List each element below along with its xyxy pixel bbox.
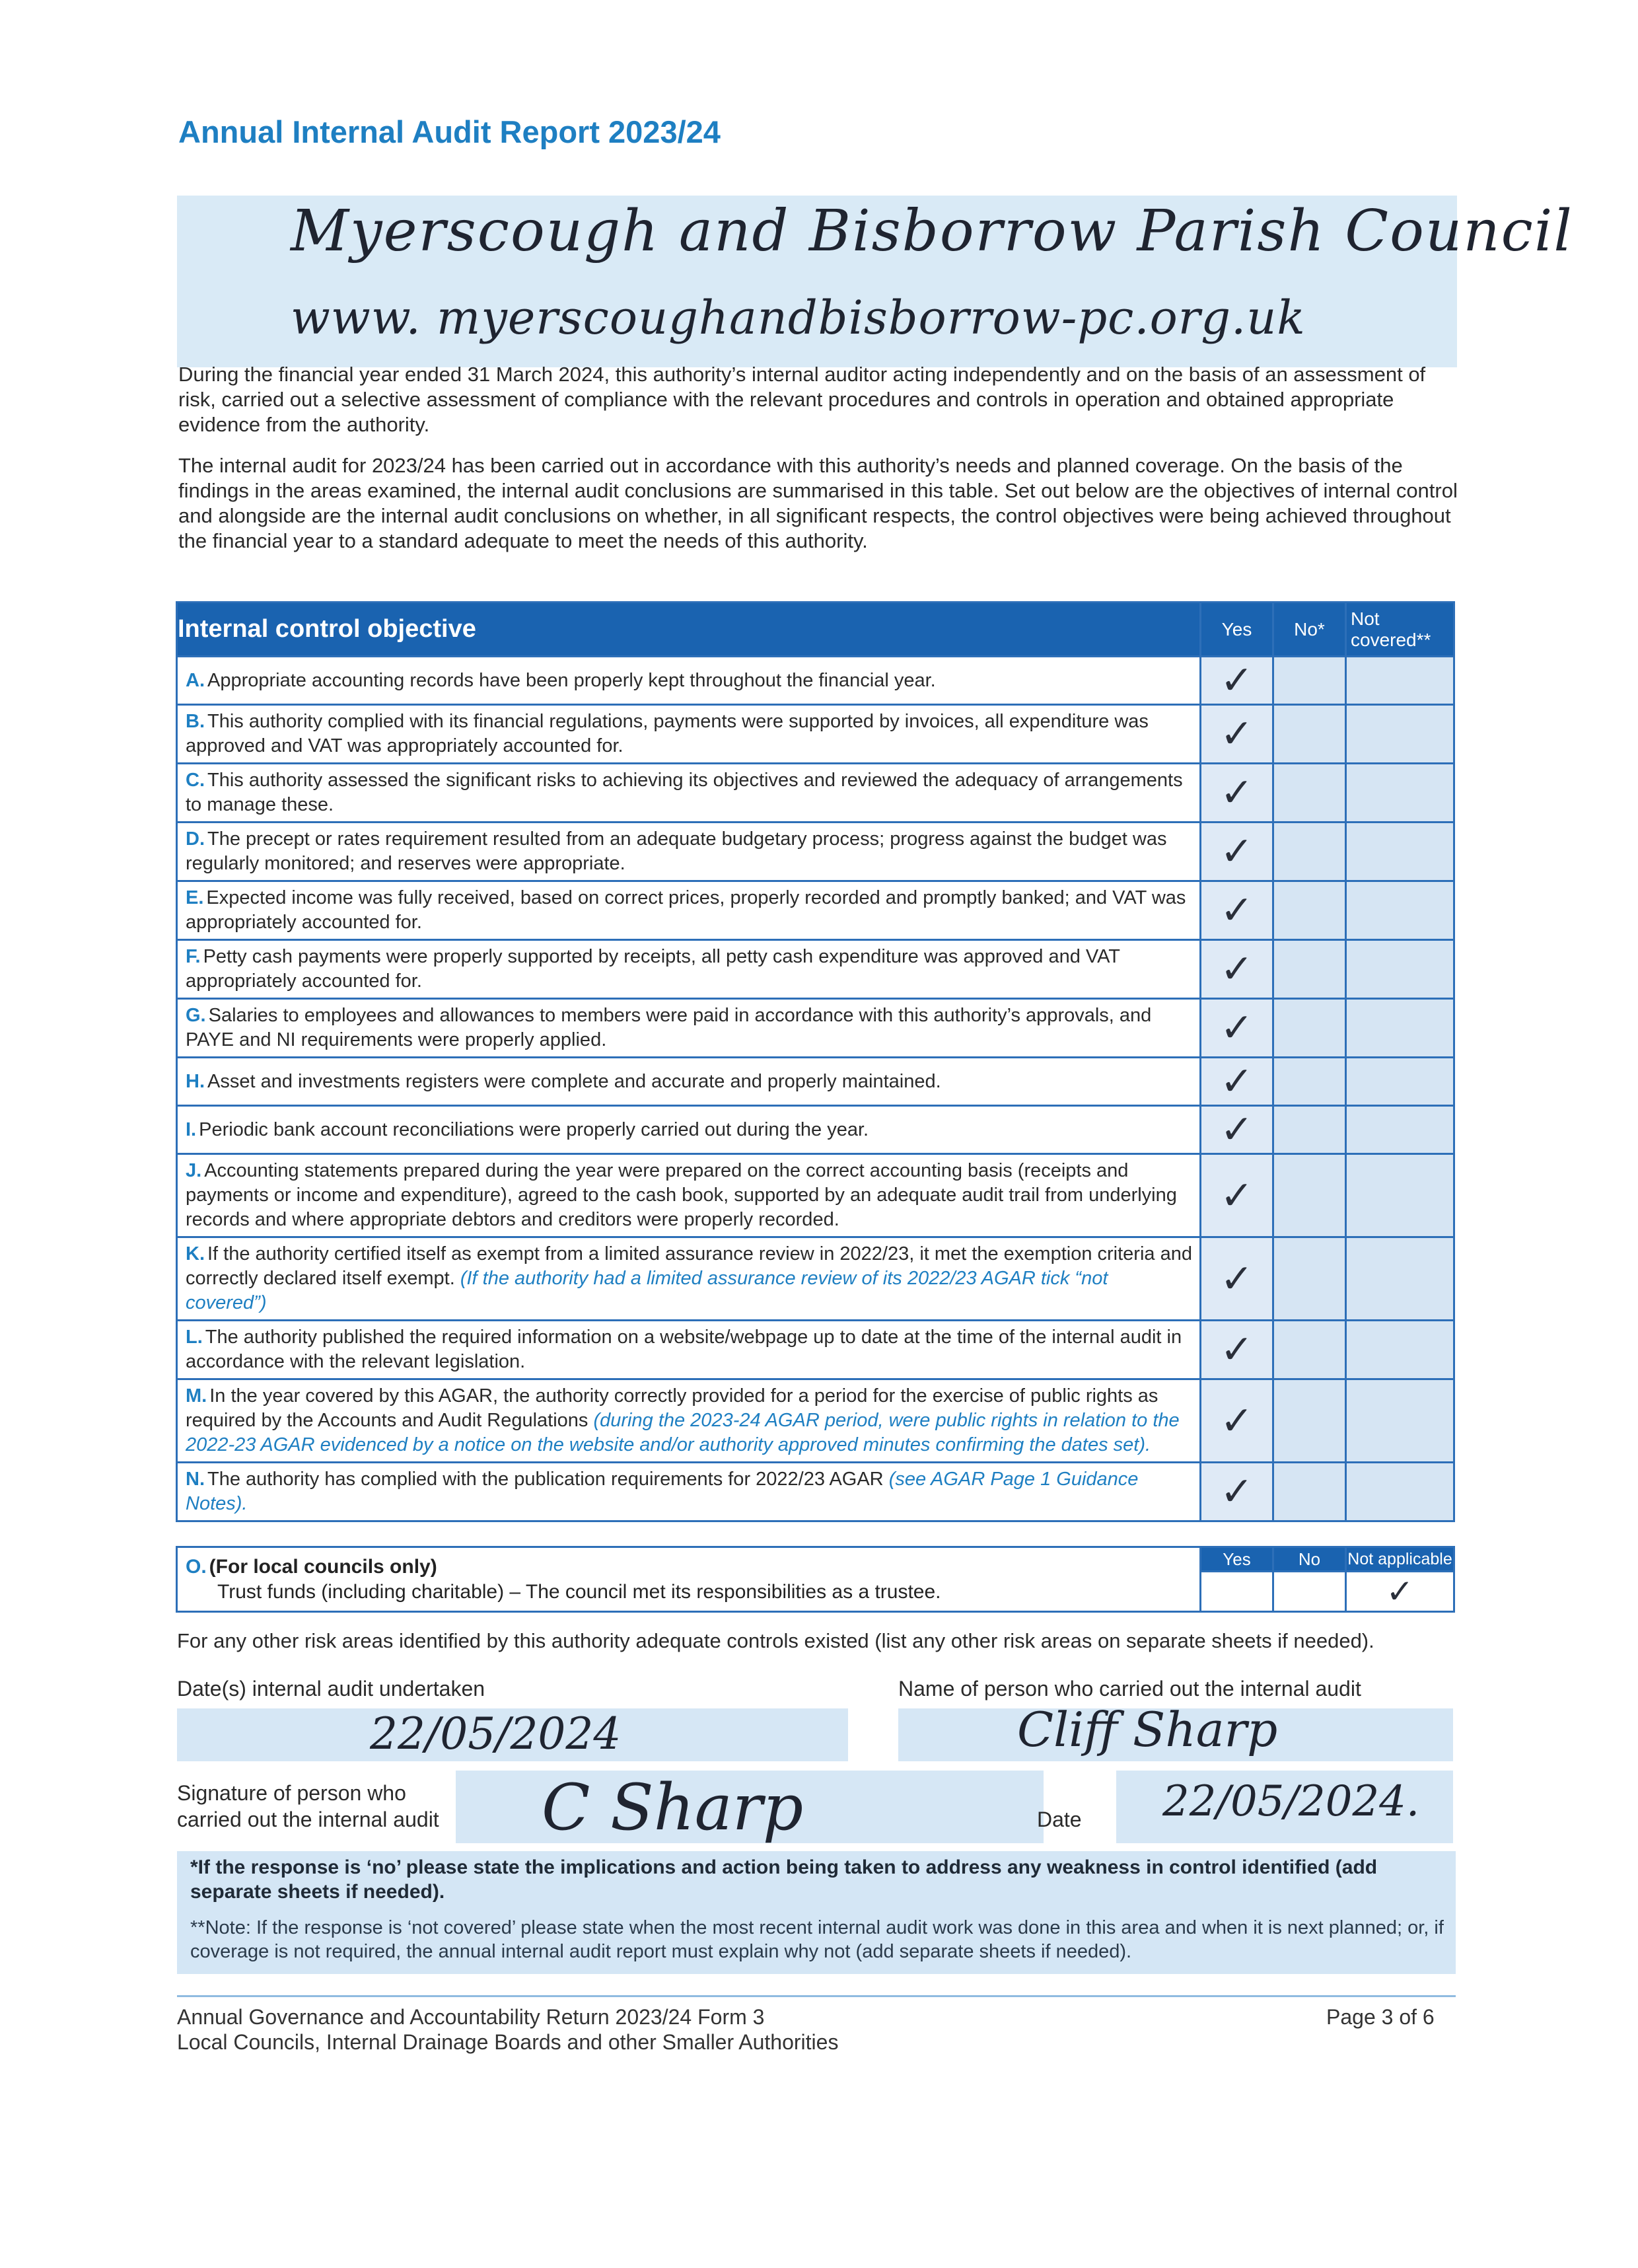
objectives-table [176, 601, 1455, 1522]
footer-line-1: Annual Governance and Accountability Return 2023/24 Form 3 [177, 2005, 765, 2029]
answer-yes-box[interactable]: ✓ [1201, 1106, 1273, 1154]
objective-row [177, 1379, 1454, 1463]
objective-row [177, 823, 1454, 881]
answer-yes-box[interactable]: ✓ [1201, 1154, 1273, 1237]
answer-no-box[interactable] [1273, 881, 1346, 940]
not-covered-note: **Note: If the response is ‘not covered’ please state when the most recent internal audit work was done in this area and when it is next planned; or, if coverage is not required, the annual internal audit report must explain why not (add separate sheets if needed). [190, 1917, 1444, 1962]
answer-no-box[interactable] [1273, 1463, 1346, 1521]
objective-row [177, 1106, 1454, 1154]
objective-text: The authority has complied with the publication requirements for 2022/23 AGAR [207, 1469, 884, 1490]
answer-no-box[interactable] [1273, 1106, 1346, 1154]
objective-text-cell [177, 657, 1201, 705]
objective-letter: F. [186, 946, 201, 967]
column-not-covered-line2: covered** [1351, 629, 1431, 650]
objective-text: Asset and investments registers were complete and accurate and properly maintained. [207, 1070, 941, 1092]
intro-paragraph-2: The internal audit for 2023/24 has been carried out in accordance with this authority’s needs and planned coverage. On the basis of the findings in the areas examined, the internal audit conclusions are summarised in this table. Set out below are the objectives of internal control and alongside are the internal audit conclusions on whether, in all significant respects, the control objectives were being achieved throughout the financial year to a standard adequate to meet the needs of this authority. [178, 454, 1458, 552]
section-o-yes-box[interactable] [1201, 1572, 1273, 1612]
objective-letter: B. [186, 711, 205, 732]
objective-text: This authority complied with its financial regulations, payments were supported by invoices, all expenditure was approved and VAT was appropriately accounted for. [186, 711, 1149, 756]
objective-text: Expected income was fully received, based on correct prices, properly recorded and promptly banked; and VAT was appropriately accounted for. [186, 887, 1186, 933]
answer-not-covered-box[interactable] [1346, 1321, 1454, 1379]
answer-not-covered-box[interactable] [1346, 1463, 1454, 1521]
answer-no-box[interactable] [1273, 940, 1346, 999]
answer-no-box[interactable] [1273, 657, 1346, 705]
answer-no-box[interactable] [1273, 1379, 1346, 1463]
answer-yes-box[interactable]: ✓ [1201, 1463, 1273, 1521]
objective-letter: N. [186, 1469, 205, 1490]
objective-text: This authority assessed the significant risks to achieving its objectives and reviewed the adequacy of arrangements to manage these. [186, 770, 1183, 815]
objective-row [177, 1058, 1454, 1106]
answer-not-covered-box[interactable] [1346, 1379, 1454, 1463]
section-o-col-no: No [1273, 1547, 1346, 1572]
objective-row [177, 940, 1454, 999]
answer-not-covered-box[interactable] [1346, 823, 1454, 881]
objective-text: The authority published the required information on a website/webpage up to date at the time of the internal audit in accordance with the relevant legislation. [186, 1327, 1182, 1372]
objective-letter: A. [186, 669, 205, 691]
objective-text: If the authority certified itself as exempt from a limited assurance review in 2022/23, it met the exemption criteria and correctly declared itself exempt. [186, 1243, 1192, 1289]
objective-letter: C. [186, 770, 205, 791]
page-title: Annual Internal Audit Report 2023/24 [178, 114, 721, 149]
section-o-text: Trust funds (including charitable) – The council met its responsibilities as a trustee. [217, 1580, 941, 1603]
objective-letter: K. [186, 1243, 205, 1264]
objective-letter: J. [186, 1160, 202, 1181]
objective-text-cell [177, 1379, 1201, 1463]
objective-text-cell [177, 999, 1201, 1058]
answer-yes-box[interactable]: ✓ [1201, 1321, 1273, 1379]
dates-value: 22/05/2024 [370, 1708, 622, 1759]
objective-row [177, 881, 1454, 940]
objective-row [177, 999, 1454, 1058]
authority-website-handwritten: www. myerscoughandbisborrow-pc.org.uk [291, 291, 1306, 345]
date-value: 22/05/2024. [1162, 1777, 1420, 1826]
internal-control-table [176, 601, 1453, 1522]
table-heading: Internal control objective [177, 603, 1201, 657]
objective-text-cell [177, 940, 1201, 999]
objective-text: In the year covered by this AGAR, the authority correctly provided for a period for the exercise of public rights as required by the Accounts and Audit Regulations [186, 1385, 1158, 1431]
section-o-letter: O. [186, 1555, 207, 1578]
objective-row [177, 1237, 1454, 1321]
no-response-note: *If the response is ‘no’ please state the implications and action being taken to address any weakness in control identified (add separate sheets if needed). [190, 1856, 1378, 1903]
objective-text-cell [177, 705, 1201, 764]
answer-no-box[interactable] [1273, 1154, 1346, 1237]
objective-row [177, 1154, 1454, 1237]
answer-no-box[interactable] [1273, 823, 1346, 881]
signature-label-line1: Signature of person who [177, 1781, 406, 1805]
answer-yes-box[interactable]: ✓ [1201, 764, 1273, 823]
objective-row [177, 657, 1454, 705]
objective-text-cell [177, 881, 1201, 940]
dates-label: Date(s) internal audit undertaken [177, 1677, 485, 1701]
column-yes: Yes [1201, 603, 1273, 657]
objective-note: (during the 2023-24 AGAR period, were public rights in relation to the 2022-23 AGAR evidenced by a notice on the website and/or authority approved minutes confirming the dates set). [186, 1410, 1180, 1455]
answer-yes-box[interactable]: ✓ [1201, 823, 1273, 881]
answer-not-covered-box[interactable] [1346, 705, 1454, 764]
answer-no-box[interactable] [1273, 1058, 1346, 1106]
objective-letter: M. [186, 1385, 207, 1407]
answer-no-box[interactable] [1273, 999, 1346, 1058]
objective-letter: E. [186, 887, 204, 908]
footer-line-2: Local Councils, Internal Drainage Boards and other Smaller Authorities [177, 2030, 839, 2054]
answer-yes-box[interactable]: ✓ [1201, 1237, 1273, 1321]
answer-no-box[interactable] [1273, 764, 1346, 823]
objective-text: The precept or rates requirement resulted from an adequate budgetary process; progress against the budget was regularly monitored; and reserves were appropriate. [186, 828, 1167, 874]
section-o [176, 1546, 1453, 1613]
answer-yes-box[interactable]: ✓ [1201, 1058, 1273, 1106]
answer-not-covered-box[interactable] [1346, 657, 1454, 705]
objective-text-cell [177, 823, 1201, 881]
objective-text-cell [177, 1237, 1201, 1321]
intro-paragraph-1: During the financial year ended 31 March 2024, this authority’s internal auditor acting independently and on the basis of an assessment of risk, carried out a selective assessment of compliance with the relevant procedures and controls in operation and obtained appropriate evidence from the authority. [178, 363, 1426, 436]
objective-letter: L. [186, 1327, 203, 1348]
objective-text: Periodic bank account reconciliations were properly carried out during the year. [199, 1118, 869, 1140]
answer-yes-box[interactable]: ✓ [1201, 881, 1273, 940]
page-number: Page 3 of 6 [1326, 2005, 1435, 2029]
objective-text-cell [177, 1463, 1201, 1521]
section-o-col-na: Not applicable [1346, 1547, 1454, 1572]
answer-not-covered-box[interactable] [1346, 999, 1454, 1058]
answer-yes-box[interactable]: ✓ [1201, 940, 1273, 999]
answer-yes-box[interactable]: ✓ [1201, 705, 1273, 764]
section-o-no-box[interactable] [1273, 1572, 1346, 1612]
objective-letter: D. [186, 828, 205, 850]
objective-letter: H. [186, 1070, 205, 1092]
signature-label [177, 1780, 439, 1833]
objective-text-cell [177, 1321, 1201, 1379]
objective-text: Accounting statements prepared during the year were prepared on the correct accounting basis (receipts and payments or income and expenditure), agreed to the cash book, supported by an adequate audit trail from underlying records and where appropriate debtors and creditors were properly recorded. [186, 1160, 1177, 1230]
answer-not-covered-box[interactable] [1346, 764, 1454, 823]
objective-letter: G. [186, 1005, 206, 1026]
section-o-na-box[interactable]: ✓ [1346, 1572, 1454, 1612]
section-o-text-cell [177, 1547, 1201, 1612]
answer-yes-box[interactable]: ✓ [1201, 657, 1273, 705]
footer-divider [177, 1995, 1456, 1997]
objective-row [177, 1321, 1454, 1379]
other-risks-statement: For any other risk areas identified by this authority adequate controls existed (list any other risk areas on separate sheets if needed). [177, 1629, 1374, 1652]
objective-row [177, 705, 1454, 764]
auditor-name-label: Name of person who carried out the internal audit [898, 1677, 1361, 1701]
date-label: Date [1037, 1808, 1082, 1831]
column-not-covered [1346, 603, 1454, 657]
objective-row [177, 764, 1454, 823]
answer-not-covered-box[interactable] [1346, 1106, 1454, 1154]
signature-label-line2: carried out the internal audit [177, 1808, 439, 1831]
objective-text: Salaries to employees and allowances to members were paid in accordance with this authority’s approvals, and PAYE and NI requirements were properly applied. [186, 1005, 1152, 1050]
section-o-table [176, 1546, 1455, 1613]
column-no: No* [1273, 603, 1346, 657]
auditor-name-value: Cliff Sharp [1017, 1702, 1278, 1757]
objective-note: (see AGAR Page 1 Guidance Notes). [186, 1469, 1139, 1514]
objective-text-cell [177, 1154, 1201, 1237]
answer-not-covered-box[interactable] [1346, 1237, 1454, 1321]
answer-not-covered-box[interactable] [1346, 1154, 1454, 1237]
objective-text-cell [177, 1106, 1201, 1154]
column-not-covered-line1: Not [1351, 608, 1380, 629]
answer-yes-box[interactable]: ✓ [1201, 999, 1273, 1058]
answer-not-covered-box[interactable] [1346, 1058, 1454, 1106]
objective-row [177, 1463, 1454, 1521]
answer-no-box[interactable] [1273, 1321, 1346, 1379]
objective-text: Appropriate accounting records have been properly kept throughout the financial year. [207, 669, 936, 691]
section-o-col-yes: Yes [1201, 1547, 1273, 1572]
objective-text: Petty cash payments were properly supported by receipts, all petty cash expenditure was approved and VAT appropriately accounted for. [186, 946, 1120, 992]
answer-yes-box[interactable]: ✓ [1201, 1379, 1273, 1463]
objective-text-cell [177, 1058, 1201, 1106]
answer-not-covered-box[interactable] [1346, 940, 1454, 999]
answer-no-box[interactable] [1273, 705, 1346, 764]
answer-not-covered-box[interactable] [1346, 881, 1454, 940]
objective-letter: I. [186, 1118, 197, 1140]
signature-value: C Sharp [542, 1771, 804, 1845]
authority-name-handwritten: Myerscough and Bisborrow Parish Council [291, 198, 1573, 264]
answer-no-box[interactable] [1273, 1237, 1346, 1321]
section-o-heading: (For local councils only) [209, 1555, 437, 1578]
objective-note: (If the authority had a limited assurance review of its 2022/23 AGAR tick “not covered”) [186, 1268, 1108, 1313]
objective-text-cell [177, 764, 1201, 823]
